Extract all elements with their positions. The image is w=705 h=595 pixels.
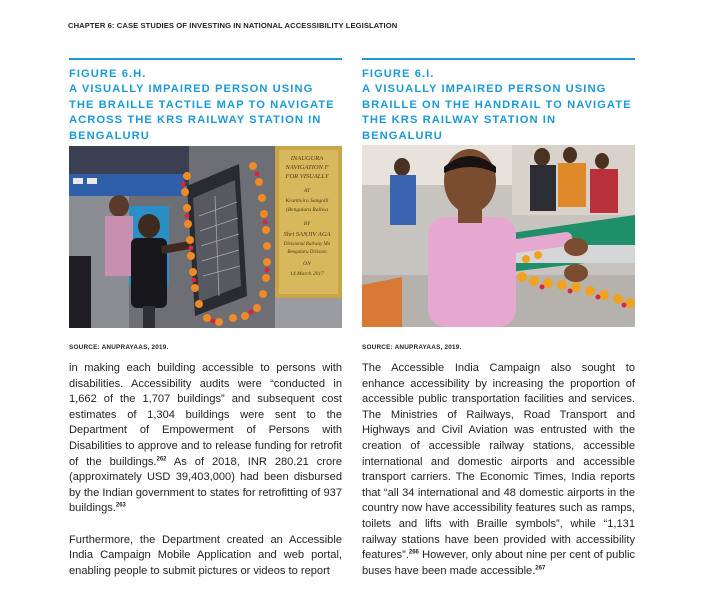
figure-6i-rule bbox=[362, 58, 635, 60]
figure-6i-photo bbox=[362, 145, 635, 327]
plaque-line: NAVIGATION F bbox=[285, 164, 329, 171]
plaque-line: 14 March 2017 bbox=[290, 271, 324, 277]
figure-6i-label: FIGURE 6.I. bbox=[362, 67, 435, 80]
figure-6i-source: SOURCE: ANUPRAYAAS, 2019. bbox=[362, 344, 462, 351]
right-paragraph-1 bbox=[362, 361, 635, 579]
plaque-line: FOR VISUALLY bbox=[285, 173, 329, 180]
plaque-line: AT bbox=[303, 188, 311, 194]
figure-6h-photo bbox=[69, 146, 342, 328]
right-p1-text-b: However, only about nine per cent of public buses have been made accessible. bbox=[362, 549, 635, 577]
left-paragraph-2: Furthermore, the Department created an Accessible India Campaign Mobile Application and web portal, enabling people to submit pictures or videos to report bbox=[69, 533, 342, 577]
chapter-header: CHAPTER 6: CASE STUDIES OF INVESTING IN NATIONAL ACCESSIBILITY LEGISLATION bbox=[68, 21, 398, 30]
left-p1-text-a: in making each building accessible to persons with disabilities. Accessibility audits were “conducted in 1,662 of the 1,707 buildings” and subsequent cost estimates of 1,304 buildings were sent to the Department of Empowerment of Persons with Disabilities to approve and to release funding for retrofit of the buildings. bbox=[69, 362, 342, 468]
footnote-ref-262[interactable]: 262 bbox=[156, 455, 167, 462]
right-column-text bbox=[362, 361, 635, 595]
figure-6h-caption bbox=[69, 58, 342, 144]
plaque-line: (Bengaluru Railwa bbox=[285, 207, 329, 213]
footnote-ref-263[interactable]: 263 bbox=[115, 502, 126, 509]
left-p1-text-b: As of 2018, INR 280.21 crore (approximately USD 39,403,000) had been disbursed by the Indian government to states for retrofitting of 937 buildings. bbox=[69, 455, 342, 515]
figure-6h-source: SOURCE: ANUPRAYAAS, 2019. bbox=[69, 344, 169, 351]
figure-6h-title: A VISUALLY IMPAIRED PERSON USING THE BRAILLE TACTILE MAP TO NAVIGATE ACROSS THE KRS RAILWAY STATION IN BENGALURU bbox=[69, 83, 335, 142]
plaque-line: Divisional Railway Ma bbox=[283, 242, 331, 247]
figure-6h-label: FIGURE 6.H. bbox=[69, 67, 147, 80]
plaque-line: Bengaluru Division bbox=[287, 250, 327, 255]
figure-6h-rule bbox=[69, 58, 342, 60]
figure-6i-caption bbox=[362, 58, 635, 144]
footnote-ref-266[interactable]: 266 bbox=[408, 549, 419, 556]
right-p1-text-a: The Accessible India Campaign also sought to enhance accessibility by increasing the proportion of accessible public transportation facilities and services. The Ministries of Railways, Road Transport and Highways and Civil Aviation was entrusted with the creation of accessible railway stations, accessible international and domestic airports and accessible transport carriers. The Economic Times, India reports that “all 34 international and 48 domestic airports in the country now have accessibility features such as ramps, toilets and lifts with Braille symbols”, while “1,131 railway stations have been provided with accessibility features”. bbox=[362, 362, 635, 562]
left-paragraph-1 bbox=[69, 361, 342, 517]
figure-6i-title: A VISUALLY IMPAIRED PERSON USING BRAILLE ON THE HANDRAIL TO NAVIGATE THE KRS RAILWAY STATION IN BENGALURU bbox=[362, 83, 632, 142]
left-column-text bbox=[69, 361, 342, 595]
footnote-ref-267[interactable]: 267 bbox=[535, 565, 546, 572]
plaque-line: Shri SANJIV AGA bbox=[283, 231, 331, 238]
plaque-line: Krantivira Sangolli bbox=[285, 198, 329, 204]
plaque-line: ON bbox=[303, 261, 311, 267]
plaque-line: INAUGURA bbox=[290, 155, 324, 162]
plaque-line: BY bbox=[303, 221, 311, 227]
